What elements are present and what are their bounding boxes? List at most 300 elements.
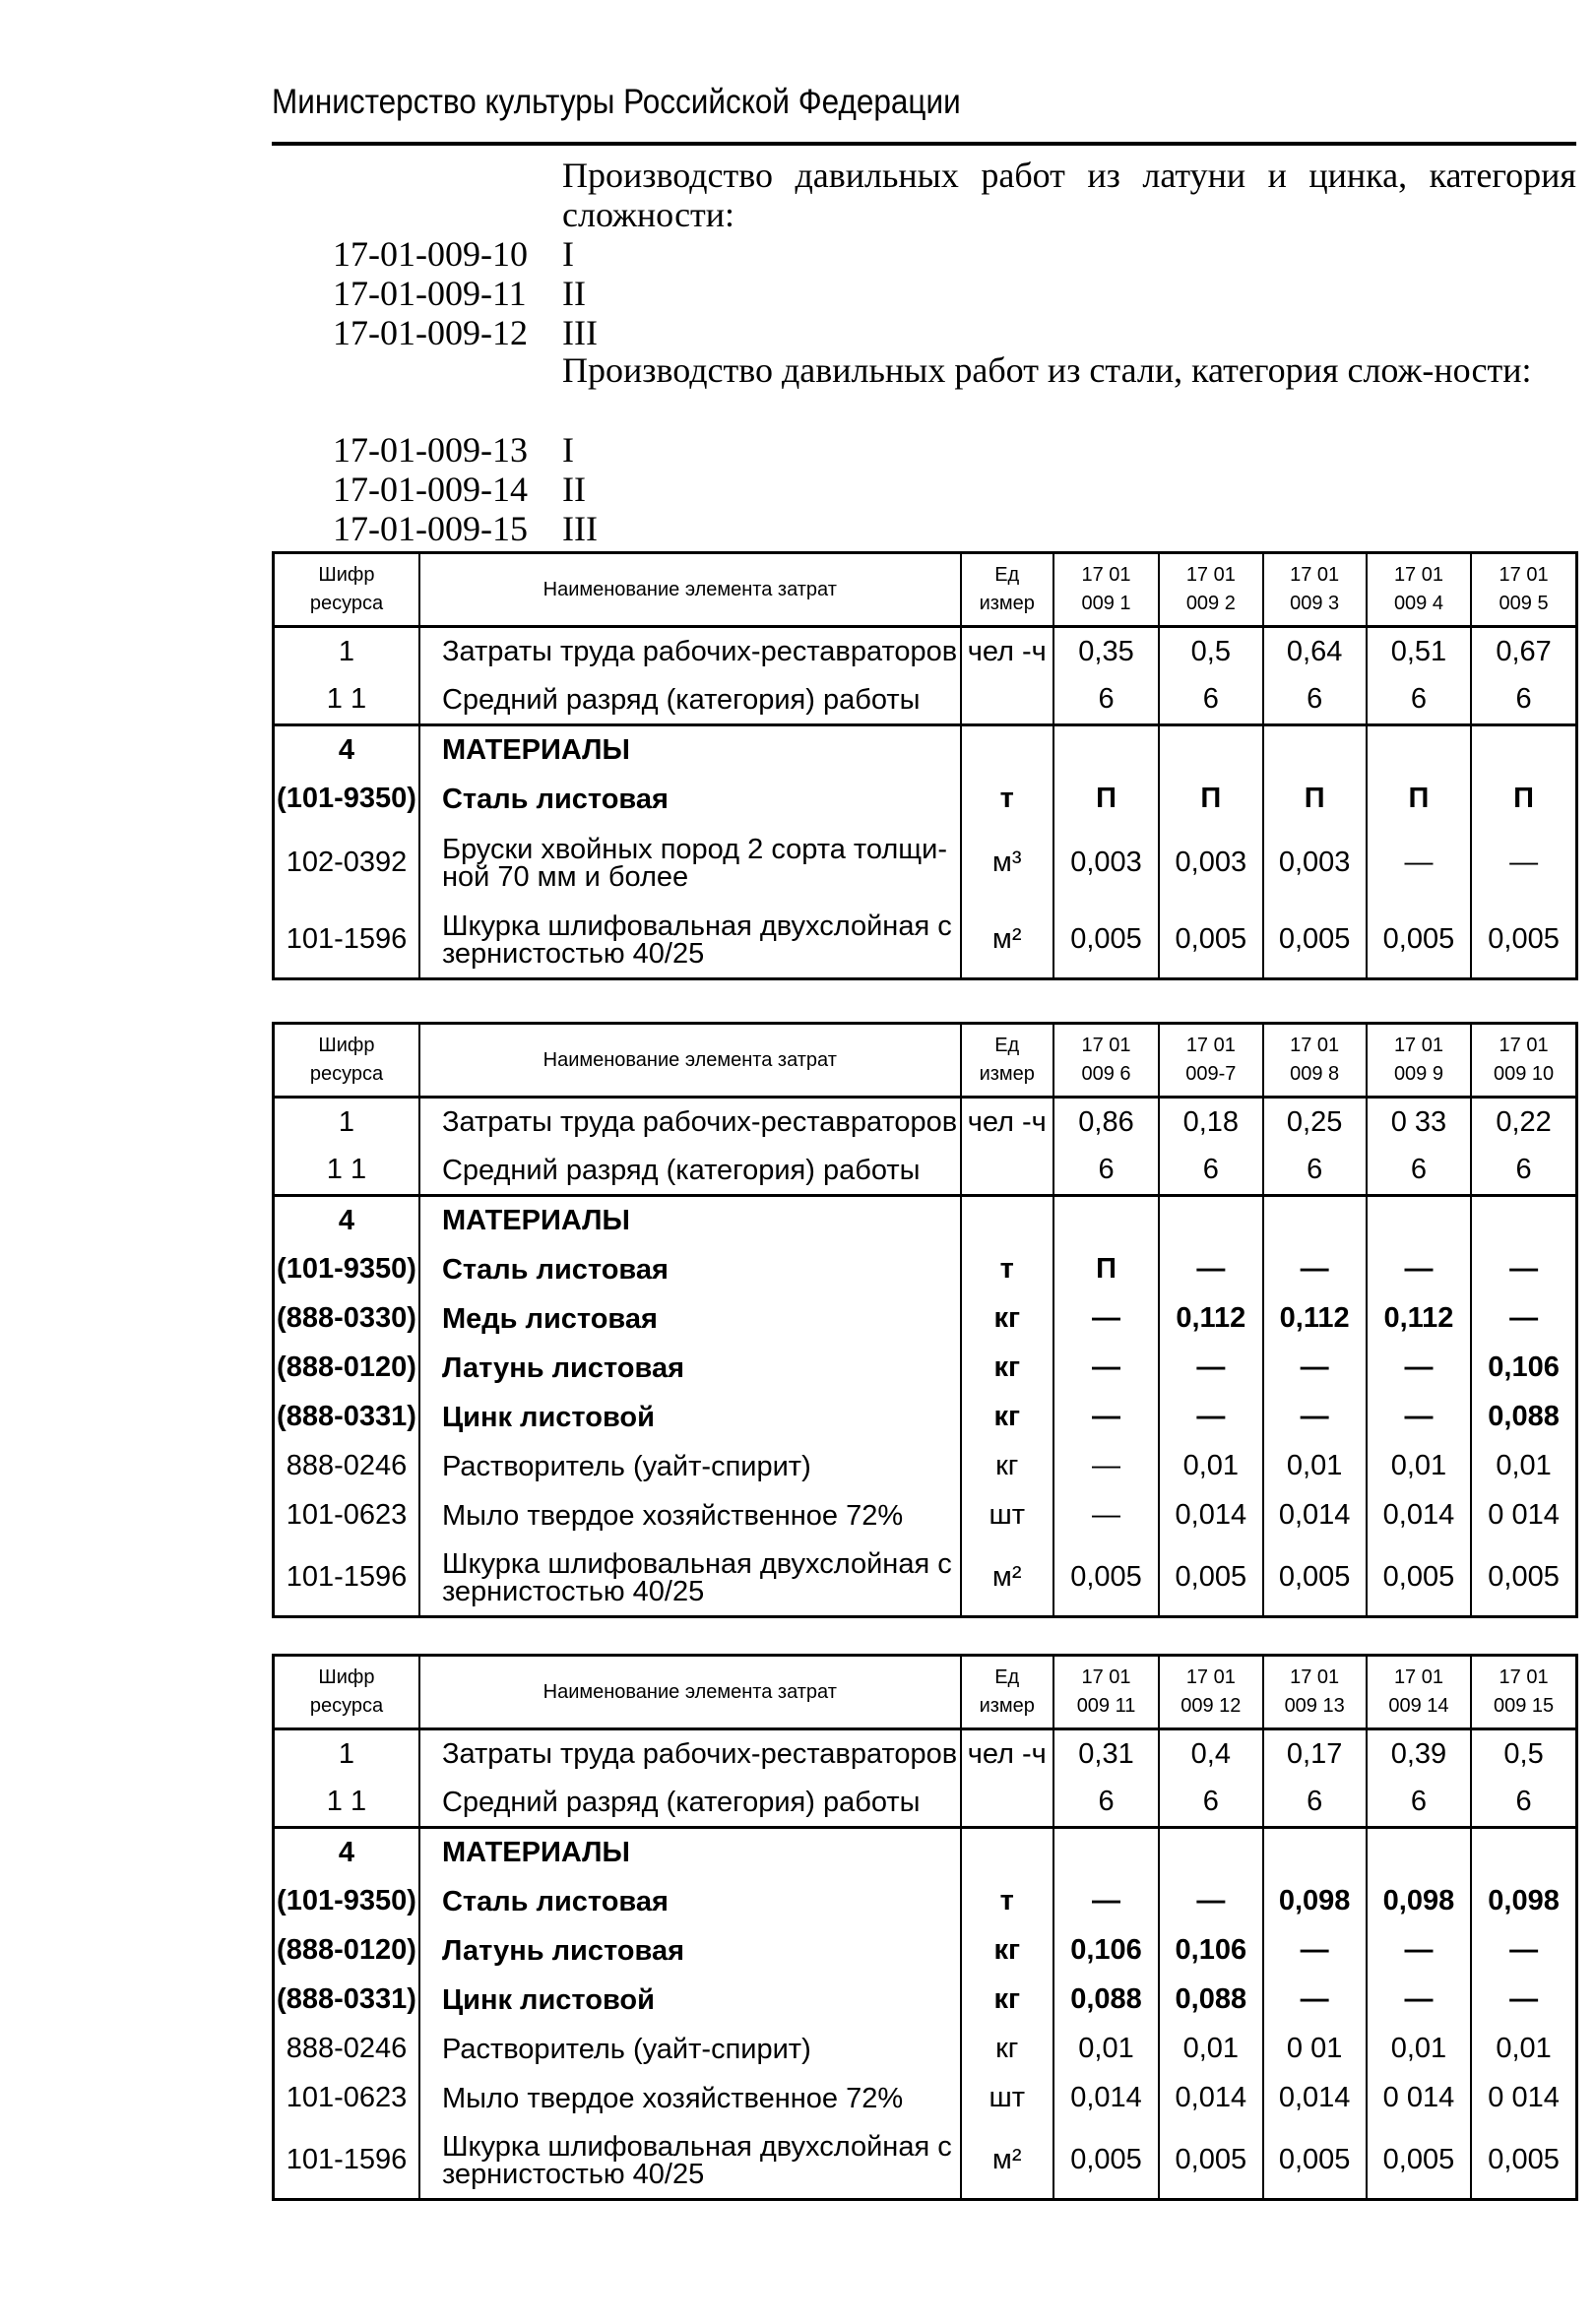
cell-value: — — [1263, 1245, 1367, 1294]
cell-value: 6 — [1263, 1147, 1367, 1196]
cell-value: 0 01 — [1263, 2025, 1367, 2074]
header-col — [1159, 553, 1262, 627]
table-row — [274, 824, 1577, 903]
cell-element-name-text: МАТЕРИАЛЫ — [441, 1205, 630, 1237]
cell-value — [1053, 1196, 1159, 1245]
header-name: Наименование элемента затрат — [419, 553, 961, 627]
cell-element-name — [419, 1828, 961, 1877]
cell-value: П — [1159, 775, 1262, 824]
cell-value: 0,005 — [1367, 1540, 1471, 1617]
cell-value: — — [1053, 1877, 1159, 1926]
cell-element-name — [419, 1779, 961, 1828]
cell-value: 6 — [1053, 1779, 1159, 1828]
cell-element-name — [419, 1245, 961, 1294]
header-col — [1053, 1656, 1159, 1729]
cell-resource-code: (888-0331) — [274, 1976, 419, 2025]
cell-value: 6 — [1367, 1147, 1471, 1196]
cell-element-name — [419, 824, 961, 903]
header-col-line: 009 14 — [1388, 1695, 1449, 1717]
cell-resource-code: 102-0392 — [274, 824, 419, 903]
cell-element-name — [419, 903, 961, 979]
cell-resource-code: 1 — [274, 627, 419, 676]
cell-value: 0,005 — [1471, 1540, 1576, 1617]
cell-resource-code: 1 1 — [274, 1779, 419, 1828]
table-row — [274, 775, 1577, 824]
cell-value: — — [1159, 1877, 1262, 1926]
cell-value: — — [1053, 1491, 1159, 1540]
header-unit — [961, 553, 1053, 627]
cell-value: — — [1367, 1393, 1471, 1442]
cell-element-name — [419, 1491, 961, 1540]
cell-element-name-text: Растворитель (уайт-спирит) — [441, 1450, 811, 1482]
table-row — [274, 1196, 1577, 1245]
cell-element-name-text: Сталь листовая — [441, 1253, 669, 1286]
table-row — [274, 2123, 1577, 2200]
cell-value: П — [1053, 1245, 1159, 1294]
header-col — [1367, 1656, 1471, 1729]
cell-value: — — [1367, 1344, 1471, 1393]
cell-element-name-text: Средний разряд (категория) работы — [441, 1154, 921, 1186]
cell-resource-code: (888-0120) — [274, 1344, 419, 1393]
cell-value: — — [1367, 1245, 1471, 1294]
header-col-line: 009 2 — [1185, 593, 1236, 614]
cell-value: 0,01 — [1471, 1442, 1576, 1491]
cell-value: 0,17 — [1263, 1729, 1367, 1779]
cell-element-name-text: Медь листовая — [441, 1302, 658, 1335]
cell-unit: м³ — [961, 824, 1053, 903]
cell-value — [1263, 1828, 1367, 1877]
cell-element-name — [419, 1976, 961, 2025]
cell-element-name-text: Цинк листовой — [441, 1401, 655, 1433]
cell-unit — [961, 1779, 1053, 1828]
cell-value: 6 — [1053, 1147, 1159, 1196]
cell-value: 0,01 — [1159, 1442, 1262, 1491]
cell-value: 0,005 — [1263, 1540, 1367, 1617]
intro-category: I — [562, 430, 574, 470]
table-row — [274, 1540, 1577, 1617]
cell-unit: т — [961, 1245, 1053, 1294]
intro-category: I — [562, 234, 574, 274]
header-col-line: 009-7 — [1185, 1063, 1237, 1085]
header-unit — [961, 1656, 1053, 1729]
header-col-line: 17 01 — [1393, 1666, 1443, 1688]
cell-element-name — [419, 775, 961, 824]
cell-value: 0,01 — [1263, 1442, 1367, 1491]
cell-element-name — [419, 676, 961, 725]
header-col-line: 17 01 — [1499, 564, 1549, 586]
intro-code-row — [333, 274, 586, 313]
cell-value — [1471, 725, 1576, 775]
cell-value: 0,005 — [1159, 903, 1262, 979]
cell-unit: кг — [961, 1294, 1053, 1344]
header-col-line: 17 01 — [1081, 1666, 1131, 1688]
cell-value: — — [1471, 1294, 1576, 1344]
cell-value: 0,098 — [1367, 1877, 1471, 1926]
header-col-line: 009 15 — [1493, 1695, 1555, 1717]
cell-element-name — [419, 1393, 961, 1442]
cell-value: 0,39 — [1367, 1729, 1471, 1779]
cell-unit: т — [961, 775, 1053, 824]
header-col-line: 009 13 — [1284, 1695, 1345, 1717]
cell-value: 0,01 — [1367, 2025, 1471, 2074]
cell-element-name-text: Мыло твердое хозяйственное 72% — [441, 1499, 904, 1532]
cell-value: 0,014 — [1053, 2074, 1159, 2123]
cell-resource-code: (101-9350) — [274, 1245, 419, 1294]
table-row — [274, 2074, 1577, 2123]
header-code — [274, 1024, 419, 1098]
intro-code: 17-01-009-12 — [333, 313, 528, 352]
cell-value: 0,005 — [1471, 903, 1576, 979]
cell-value: 0,005 — [1053, 903, 1159, 979]
table-row — [274, 1294, 1577, 1344]
cell-element-name-text: Бруски хвойных пород 2 сорта толщи-ной 70 мм и более — [441, 833, 948, 893]
cell-resource-code: (101-9350) — [274, 1877, 419, 1926]
cell-element-name — [419, 725, 961, 775]
cell-element-name — [419, 1729, 961, 1779]
header-col-line: 009 11 — [1076, 1695, 1136, 1717]
cell-unit: шт — [961, 1491, 1053, 1540]
cell-value — [1159, 1196, 1262, 1245]
cell-element-name-text: Средний разряд (категория) работы — [441, 683, 921, 716]
cell-element-name-text: Шкурка шлифовальная двухслойная с зернистостью 40/25 — [441, 910, 952, 970]
cell-value: 0,18 — [1159, 1098, 1262, 1147]
cell-value: 0,088 — [1159, 1976, 1262, 2025]
table-row — [274, 1828, 1577, 1877]
header-col-line: 17 01 — [1290, 1666, 1340, 1688]
cell-value: — — [1159, 1393, 1262, 1442]
cell-value: — — [1053, 1344, 1159, 1393]
cell-value: — — [1367, 824, 1471, 903]
header-col-line: 17 01 — [1499, 1666, 1549, 1688]
cell-value — [1053, 725, 1159, 775]
cell-element-name-text: Затраты труда рабочих-реставраторов — [441, 1738, 958, 1771]
cell-unit: чел -ч — [961, 627, 1053, 676]
cell-value: 0,098 — [1263, 1877, 1367, 1926]
header-col-line: 009 10 — [1493, 1063, 1555, 1085]
intro-category: III — [562, 509, 598, 548]
table-row — [274, 2025, 1577, 2074]
cell-value: 0,005 — [1367, 903, 1471, 979]
cell-resource-code: (888-0120) — [274, 1926, 419, 1976]
cell-unit — [961, 725, 1053, 775]
cell-value — [1159, 1828, 1262, 1877]
cell-value: — — [1471, 824, 1576, 903]
cell-value: 0,005 — [1053, 1540, 1159, 1617]
cell-value: 0,01 — [1053, 2025, 1159, 2074]
cell-element-name-text: Мыло твердое хозяйственное 72% — [441, 2082, 904, 2114]
header-code-line: Шифр — [318, 1666, 375, 1688]
cell-unit: кг — [961, 1344, 1053, 1393]
header-unit-line: Ед — [994, 1035, 1020, 1056]
cell-resource-code: 101-0623 — [274, 2074, 419, 2123]
cell-element-name — [419, 2025, 961, 2074]
header-col — [1053, 553, 1159, 627]
cell-value — [1471, 1828, 1576, 1877]
cell-resource-code: 101-1596 — [274, 2123, 419, 2200]
intro-code-row — [333, 234, 574, 274]
intro-code-row — [333, 509, 598, 548]
cell-value: 0,01 — [1367, 1442, 1471, 1491]
cell-element-name — [419, 1926, 961, 1976]
cell-value: 0,86 — [1053, 1098, 1159, 1147]
cell-value: 0,005 — [1053, 2123, 1159, 2200]
cell-value: 0,22 — [1471, 1098, 1576, 1147]
intro-code: 17-01-009-15 — [333, 509, 528, 548]
table-header-row — [274, 1656, 1577, 1729]
cell-resource-code: 101-1596 — [274, 903, 419, 979]
cell-value: 0,112 — [1159, 1294, 1262, 1344]
cell-value: 0,014 — [1159, 2074, 1262, 2123]
cell-element-name — [419, 1294, 961, 1344]
header-col-line: 009 9 — [1393, 1063, 1443, 1085]
intro-category: II — [562, 274, 586, 313]
header-col — [1471, 1656, 1576, 1729]
cell-element-name-text: Латунь листовая — [441, 1351, 684, 1384]
cell-unit: м² — [961, 2123, 1053, 2200]
table-row — [274, 903, 1577, 979]
header-col-line: 17 01 — [1393, 564, 1443, 586]
cell-unit: кг — [961, 1926, 1053, 1976]
cell-value: — — [1159, 1245, 1262, 1294]
cell-resource-code: 101-1596 — [274, 1540, 419, 1617]
page-header: Министерство культуры Российской Федерации — [272, 83, 961, 121]
cell-resource-code: 101-0623 — [274, 1491, 419, 1540]
cell-value: 0,01 — [1471, 2025, 1576, 2074]
intro-code: 17-01-009-11 — [333, 274, 527, 313]
cell-element-name — [419, 1098, 961, 1147]
cell-unit: чел -ч — [961, 1729, 1053, 1779]
cell-value: 0,014 — [1367, 1491, 1471, 1540]
cell-value: 0,014 — [1159, 1491, 1262, 1540]
cell-value: 0,005 — [1159, 2123, 1262, 2200]
cell-value: — — [1367, 1926, 1471, 1976]
resource-table — [272, 1654, 1578, 2201]
cell-value: 6 — [1159, 1779, 1262, 1828]
table-row — [274, 1393, 1577, 1442]
cell-value — [1263, 725, 1367, 775]
cell-value: 0,005 — [1159, 1540, 1262, 1617]
cell-value: 6 — [1471, 1147, 1576, 1196]
cell-value: 0,005 — [1263, 2123, 1367, 2200]
cell-element-name-text: Затраты труда рабочих-реставраторов — [441, 636, 958, 668]
cell-unit: шт — [961, 2074, 1053, 2123]
resource-table — [272, 551, 1578, 980]
cell-element-name-text: Сталь листовая — [441, 1885, 669, 1917]
cell-value: 0,51 — [1367, 627, 1471, 676]
header-col — [1263, 1656, 1367, 1729]
intro-category: III — [562, 313, 598, 352]
cell-value: 0,088 — [1471, 1393, 1576, 1442]
intro-category: II — [562, 470, 586, 509]
table-row — [274, 627, 1577, 676]
cell-value: П — [1263, 775, 1367, 824]
table-row — [274, 1926, 1577, 1976]
cell-unit: кг — [961, 2025, 1053, 2074]
table-row — [274, 1147, 1577, 1196]
cell-value: 0,005 — [1367, 2123, 1471, 2200]
cell-value — [1471, 1196, 1576, 1245]
cell-element-name-text: Латунь листовая — [441, 1934, 684, 1967]
cell-value: 0 014 — [1471, 1491, 1576, 1540]
cell-value: 0,01 — [1159, 2025, 1262, 2074]
header-col — [1159, 1024, 1262, 1098]
cell-element-name — [419, 1442, 961, 1491]
cell-value: 0,005 — [1471, 2123, 1576, 2200]
cell-unit: м² — [961, 1540, 1053, 1617]
cell-value: 0,35 — [1053, 627, 1159, 676]
cell-value: 0 014 — [1367, 2074, 1471, 2123]
header-code-line: ресурса — [309, 1695, 384, 1717]
cell-unit: кг — [961, 1442, 1053, 1491]
cell-value: — — [1053, 1442, 1159, 1491]
cell-value: — — [1367, 1976, 1471, 2025]
cell-value: 6 — [1263, 1779, 1367, 1828]
table-header-row — [274, 1024, 1577, 1098]
cell-value — [1367, 725, 1471, 775]
table-row — [274, 676, 1577, 725]
cell-value: 0,31 — [1053, 1729, 1159, 1779]
resource-table — [272, 1022, 1578, 1618]
cell-value: — — [1263, 1976, 1367, 2025]
header-col-line: 17 01 — [1081, 564, 1131, 586]
header-code-line: ресурса — [309, 593, 384, 614]
cell-value: — — [1263, 1926, 1367, 1976]
cell-resource-code: (101-9350) — [274, 775, 419, 824]
table-row — [274, 1344, 1577, 1393]
header-col-line: 009 3 — [1290, 593, 1340, 614]
cell-resource-code: 4 — [274, 725, 419, 775]
cell-value — [1367, 1196, 1471, 1245]
cell-value: — — [1263, 1393, 1367, 1442]
cell-value: 6 — [1367, 676, 1471, 725]
cell-resource-code: 1 — [274, 1098, 419, 1147]
cell-value: 0,112 — [1263, 1294, 1367, 1344]
header-col — [1471, 553, 1576, 627]
cell-element-name-text: МАТЕРИАЛЫ — [441, 1837, 630, 1869]
intro-code-row — [333, 470, 586, 509]
intro-code: 17-01-009-14 — [333, 470, 528, 509]
header-rule — [272, 142, 1576, 146]
table-row — [274, 725, 1577, 775]
header-col-line: 17 01 — [1185, 1666, 1236, 1688]
cell-value: П — [1053, 775, 1159, 824]
cell-unit: т — [961, 1877, 1053, 1926]
cell-value: 6 — [1263, 676, 1367, 725]
cell-value: 0,64 — [1263, 627, 1367, 676]
cell-resource-code: 4 — [274, 1828, 419, 1877]
cell-element-name-text: Растворитель (уайт-спирит) — [441, 2033, 811, 2065]
cell-value — [1263, 1196, 1367, 1245]
cell-unit — [961, 1147, 1053, 1196]
header-col — [1367, 553, 1471, 627]
cell-element-name-text: Затраты труда рабочих-реставраторов — [441, 1106, 958, 1139]
cell-element-name — [419, 1196, 961, 1245]
cell-unit: кг — [961, 1976, 1053, 2025]
cell-resource-code: 888-0246 — [274, 1442, 419, 1491]
header-code-line: Шифр — [318, 1035, 375, 1056]
intro-paragraph: Производство давильных работ из латуни и цинка, категория сложности: — [562, 156, 1576, 234]
header-col — [1159, 1656, 1262, 1729]
cell-element-name-text: Сталь листовая — [441, 783, 669, 815]
cell-value: 0,106 — [1053, 1926, 1159, 1976]
intro-code: 17-01-009-10 — [333, 234, 528, 274]
header-unit-line: измер — [979, 593, 1035, 614]
cell-element-name — [419, 2123, 961, 2200]
cell-unit — [961, 1196, 1053, 1245]
table-row — [274, 1098, 1577, 1147]
cell-value: 0,005 — [1263, 903, 1367, 979]
cell-resource-code: (888-0330) — [274, 1294, 419, 1344]
cell-value: 0,5 — [1159, 627, 1262, 676]
cell-value: 0,106 — [1159, 1926, 1262, 1976]
cell-value: 0,67 — [1471, 627, 1576, 676]
header-col — [1471, 1024, 1576, 1098]
cell-element-name-text: Цинк листовой — [441, 1983, 655, 2016]
cell-value — [1159, 725, 1262, 775]
cell-resource-code: 888-0246 — [274, 2025, 419, 2074]
cell-value — [1367, 1828, 1471, 1877]
table-row — [274, 1729, 1577, 1779]
cell-value: 6 — [1367, 1779, 1471, 1828]
cell-unit: кг — [961, 1393, 1053, 1442]
header-code — [274, 1656, 419, 1729]
cell-value: 0,014 — [1263, 2074, 1367, 2123]
intro-paragraph: Производство давильных работ из стали, категория слож-ности: — [562, 350, 1532, 390]
cell-value: — — [1471, 1926, 1576, 1976]
cell-value: 6 — [1159, 676, 1262, 725]
cell-element-name-text: Шкурка шлифовальная двухслойная с зернистостью 40/25 — [441, 1547, 952, 1607]
table-header-row — [274, 553, 1577, 627]
cell-unit — [961, 676, 1053, 725]
cell-element-name-text: МАТЕРИАЛЫ — [441, 734, 630, 767]
cell-resource-code: 1 1 — [274, 1147, 419, 1196]
cell-value: — — [1053, 1393, 1159, 1442]
table-row — [274, 1491, 1577, 1540]
header-col-line: 17 01 — [1185, 564, 1236, 586]
cell-element-name-text: Средний разряд (категория) работы — [441, 1786, 921, 1818]
header-col-line: 009 4 — [1393, 593, 1443, 614]
header-name: Наименование элемента затрат — [419, 1656, 961, 1729]
cell-value: — — [1471, 1245, 1576, 1294]
cell-element-name-text: Шкурка шлифовальная двухслойная с зернистостью 40/25 — [441, 2130, 952, 2190]
header-code — [274, 553, 419, 627]
cell-value: — — [1263, 1344, 1367, 1393]
cell-value: 6 — [1471, 1779, 1576, 1828]
cell-value: 6 — [1471, 676, 1576, 725]
header-col — [1367, 1024, 1471, 1098]
header-col — [1263, 1024, 1367, 1098]
cell-value: 0,088 — [1053, 1976, 1159, 2025]
cell-value: 0,014 — [1263, 1491, 1367, 1540]
cell-value — [1053, 1828, 1159, 1877]
cell-element-name — [419, 627, 961, 676]
header-col — [1053, 1024, 1159, 1098]
header-code-line: ресурса — [309, 1063, 384, 1085]
header-unit-line: измер — [979, 1063, 1035, 1085]
cell-value: — — [1159, 1344, 1262, 1393]
header-unit-line: Ед — [994, 564, 1020, 586]
header-col-line: 009 5 — [1499, 593, 1549, 614]
header-col-line: 17 01 — [1290, 564, 1340, 586]
cell-value: 0,003 — [1159, 824, 1262, 903]
cell-resource-code: 1 1 — [274, 676, 419, 725]
cell-value: 0,112 — [1367, 1294, 1471, 1344]
table-row — [274, 1976, 1577, 2025]
header-name: Наименование элемента затрат — [419, 1024, 961, 1098]
intro-code: 17-01-009-13 — [333, 430, 528, 470]
cell-value: 0,003 — [1053, 824, 1159, 903]
header-col-line: 17 01 — [1081, 1035, 1131, 1056]
